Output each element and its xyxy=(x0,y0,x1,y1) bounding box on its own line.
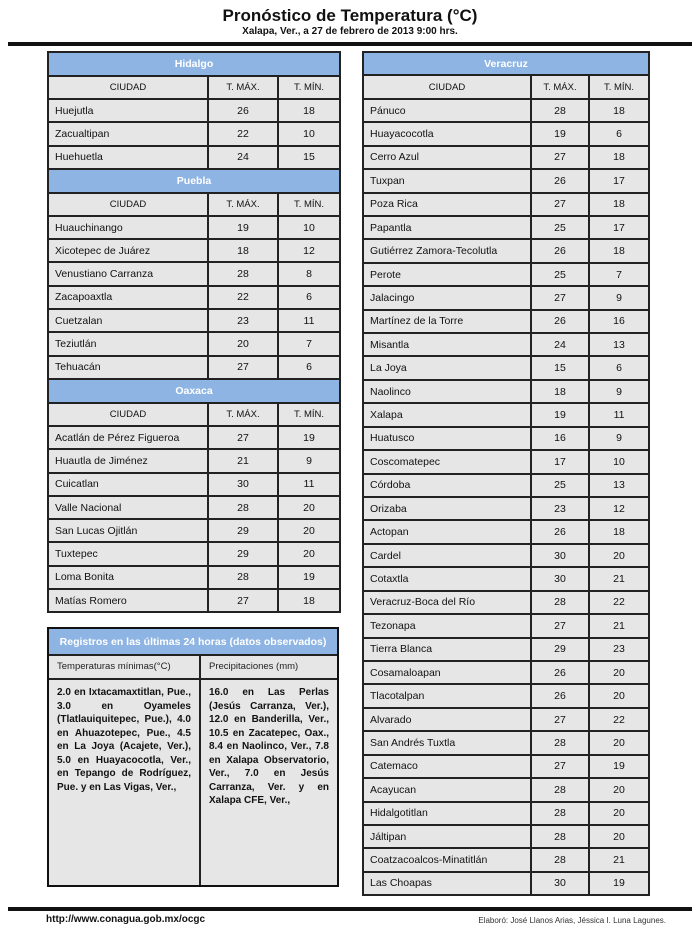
city-cell: Veracruz-Boca del Río xyxy=(363,591,531,614)
min-temp-cell: 18 xyxy=(589,99,649,122)
state-header-row xyxy=(48,169,340,193)
max-temp-cell: 25 xyxy=(531,474,589,497)
max-temp-cell: 29 xyxy=(208,542,278,565)
max-temp-cell: 22 xyxy=(208,122,278,145)
table-row xyxy=(363,567,649,590)
max-temp-cell: 19 xyxy=(208,216,278,239)
max-temp-cell: 20 xyxy=(208,332,278,355)
city-cell: Tlacotalpan xyxy=(363,684,531,707)
table-row xyxy=(363,169,649,192)
observed-data-title: Registros en las últimas 24 horas (datos observados) xyxy=(49,629,337,656)
city-cell: Tuxtepec xyxy=(48,542,208,565)
max-temp-cell: 26 xyxy=(531,310,589,333)
city-cell: La Joya xyxy=(363,356,531,379)
city-cell: Jáltipan xyxy=(363,825,531,848)
table-row xyxy=(48,99,340,122)
table-row xyxy=(363,122,649,145)
min-temp-cell: 17 xyxy=(589,169,649,192)
table-row xyxy=(363,239,649,262)
table-row xyxy=(363,661,649,684)
hidalgo-section xyxy=(48,52,340,169)
max-column-header: T. MÁX. xyxy=(208,193,278,216)
city-cell: Cosamaloapan xyxy=(363,661,531,684)
veracruz-section xyxy=(363,52,649,895)
table-row xyxy=(48,239,340,262)
table-row xyxy=(48,356,340,379)
table-row xyxy=(48,332,340,355)
min-column-header: T. MÍN. xyxy=(278,193,340,216)
min-temp-cell: 10 xyxy=(278,216,340,239)
city-cell: Venustiano Carranza xyxy=(48,262,208,285)
city-column-header: CIUDAD xyxy=(48,193,208,216)
column-header-row xyxy=(48,76,340,99)
observed-data-panel xyxy=(47,627,339,887)
min-column-header: T. MÍN. xyxy=(589,75,649,98)
min-temp-cell: 19 xyxy=(589,872,649,895)
city-column-header: CIUDAD xyxy=(48,76,208,99)
table-row xyxy=(363,778,649,801)
city-cell: Coatzacoalcos-Minatitlán xyxy=(363,848,531,871)
city-cell: Papantla xyxy=(363,216,531,239)
precipitation-label: Precipitaciones (mm) xyxy=(201,656,337,680)
min-temp-cell: 13 xyxy=(589,474,649,497)
min-temp-cell: 19 xyxy=(589,755,649,778)
max-temp-cell: 30 xyxy=(531,567,589,590)
min-temp-cell: 20 xyxy=(589,661,649,684)
table-row xyxy=(363,638,649,661)
max-temp-cell: 27 xyxy=(531,708,589,731)
city-cell: Tuxpan xyxy=(363,169,531,192)
table-row xyxy=(363,848,649,871)
min-temp-cell: 19 xyxy=(278,426,340,449)
max-temp-cell: 26 xyxy=(531,239,589,262)
city-cell: Cerro Azul xyxy=(363,146,531,169)
city-cell: Perote xyxy=(363,263,531,286)
min-temp-cell: 20 xyxy=(278,519,340,542)
max-temp-cell: 25 xyxy=(531,263,589,286)
table-row xyxy=(48,589,340,612)
max-temp-cell: 27 xyxy=(531,146,589,169)
max-temp-cell: 28 xyxy=(531,825,589,848)
city-cell: Las Choapas xyxy=(363,872,531,895)
top-divider xyxy=(8,42,692,46)
table-row xyxy=(363,427,649,450)
min-temp-cell: 9 xyxy=(589,286,649,309)
page-subtitle: Xalapa, Ver., a 27 de febrero de 2013 9:00 hrs. xyxy=(242,26,458,37)
city-cell: Coscomatepec xyxy=(363,450,531,473)
min-temp-cell: 10 xyxy=(278,122,340,145)
max-temp-cell: 18 xyxy=(208,239,278,262)
min-temp-cell: 6 xyxy=(278,286,340,309)
min-temp-cell: 18 xyxy=(589,239,649,262)
city-column-header: CIUDAD xyxy=(363,75,531,98)
min-temp-cell: 11 xyxy=(278,473,340,496)
state-name: Hidalgo xyxy=(48,52,340,76)
column-header-row xyxy=(48,403,340,426)
table-row xyxy=(363,755,649,778)
max-temp-cell: 21 xyxy=(208,449,278,472)
table-row xyxy=(363,684,649,707)
max-temp-cell: 18 xyxy=(531,380,589,403)
max-temp-cell: 19 xyxy=(531,403,589,426)
table-row xyxy=(363,333,649,356)
table-row xyxy=(363,591,649,614)
city-cell: Naolinco xyxy=(363,380,531,403)
max-temp-cell: 16 xyxy=(531,427,589,450)
city-cell: Pánuco xyxy=(363,99,531,122)
city-cell: Cuicatlan xyxy=(48,473,208,496)
table-row xyxy=(48,309,340,332)
table-row xyxy=(48,286,340,309)
city-cell: Loma Bonita xyxy=(48,566,208,589)
min-temp-cell: 6 xyxy=(589,356,649,379)
min-column-header: T. MÍN. xyxy=(278,76,340,99)
max-temp-cell: 26 xyxy=(531,661,589,684)
bottom-divider xyxy=(8,907,692,911)
min-temp-cell: 17 xyxy=(589,216,649,239)
min-temp-cell: 7 xyxy=(278,332,340,355)
max-temp-cell: 17 xyxy=(531,450,589,473)
max-column-header: T. MÁX. xyxy=(208,403,278,426)
min-temp-cell: 10 xyxy=(589,450,649,473)
city-cell: Huehuetla xyxy=(48,146,208,169)
max-temp-cell: 29 xyxy=(531,638,589,661)
table-row xyxy=(48,473,340,496)
precipitation-text: 16.0 en Las Perlas (Jesús Carranza, Ver.), 12.0 en Banderilla, Ver., 10.5 en Zacatepec, Oax., 8.4 en Naolinco, Ver., 7.8 en Xalapa Observatorio, Ver., 7.0 en Jesús Carranza, Ver. y en Xalapa CFE, Ver., xyxy=(209,687,329,806)
city-column-header: CIUDAD xyxy=(48,403,208,426)
city-cell: Hidalgotitlan xyxy=(363,802,531,825)
max-temp-cell: 27 xyxy=(531,614,589,637)
min-temp-cell: 15 xyxy=(278,146,340,169)
max-temp-cell: 23 xyxy=(531,497,589,520)
max-temp-cell: 28 xyxy=(531,802,589,825)
min-temp-cell: 22 xyxy=(589,591,649,614)
table-row xyxy=(363,356,649,379)
city-cell: Huayacocotla xyxy=(363,122,531,145)
max-temp-cell: 28 xyxy=(531,778,589,801)
table-row xyxy=(363,872,649,895)
min-temps-text: 2.0 en Ixtacamaxtitlan, Pue., 3.0 en Oyameles (Tlatlauiquitepec, Pue.), 4.0 en Ahuazotepec, Pue., 4.5 en La Joya (Acajete, Ver.), 5.0 en Huayacocotla, Ver., en Tepango de Rodríguez, Pue. y en Las Vigas, Ver., xyxy=(57,687,191,793)
city-cell: Cuetzalan xyxy=(48,309,208,332)
min-temp-cell: 18 xyxy=(278,589,340,612)
city-cell: Catemaco xyxy=(363,755,531,778)
city-cell: Acatlán de Pérez Figueroa xyxy=(48,426,208,449)
city-cell: Poza Rica xyxy=(363,193,531,216)
max-temp-cell: 24 xyxy=(208,146,278,169)
state-header-row xyxy=(363,52,649,75)
city-cell: Tehuacán xyxy=(48,356,208,379)
min-column-header: T. MÍN. xyxy=(278,403,340,426)
city-cell: Huauchinango xyxy=(48,216,208,239)
precipitation-column xyxy=(201,656,337,885)
city-cell: Jalacingo xyxy=(363,286,531,309)
table-row xyxy=(48,542,340,565)
city-cell: Actopan xyxy=(363,520,531,543)
footer-credit: Elaboró: José Llanos Arias, Jéssica I. Luna Lagunes. xyxy=(478,916,666,925)
city-cell: Matías Romero xyxy=(48,589,208,612)
max-temp-cell: 26 xyxy=(531,169,589,192)
min-temp-cell: 20 xyxy=(278,542,340,565)
city-cell: Tezonapa xyxy=(363,614,531,637)
max-temp-cell: 27 xyxy=(531,755,589,778)
min-temps-column xyxy=(49,656,201,885)
city-cell: Huejutla xyxy=(48,99,208,122)
table-row xyxy=(48,122,340,145)
min-temp-cell: 16 xyxy=(589,310,649,333)
table-row xyxy=(48,519,340,542)
right-forecast-table xyxy=(362,51,650,896)
city-cell: Acayucan xyxy=(363,778,531,801)
city-cell: Xicotepec de Juárez xyxy=(48,239,208,262)
puebla-section xyxy=(48,169,340,379)
min-temp-cell: 9 xyxy=(589,427,649,450)
max-temp-cell: 26 xyxy=(208,99,278,122)
max-temp-cell: 26 xyxy=(531,520,589,543)
max-temp-cell: 27 xyxy=(208,589,278,612)
city-cell: Zacualtipan xyxy=(48,122,208,145)
min-temp-cell: 20 xyxy=(589,802,649,825)
min-temp-cell: 20 xyxy=(589,778,649,801)
max-temp-cell: 30 xyxy=(531,872,589,895)
city-cell: Teziutlán xyxy=(48,332,208,355)
state-header-row xyxy=(48,379,340,403)
max-temp-cell: 28 xyxy=(208,262,278,285)
table-row xyxy=(48,449,340,472)
max-temp-cell: 25 xyxy=(531,216,589,239)
max-temp-cell: 30 xyxy=(531,544,589,567)
state-name: Veracruz xyxy=(363,52,649,75)
max-temp-cell: 27 xyxy=(208,356,278,379)
max-temp-cell: 28 xyxy=(531,848,589,871)
table-row xyxy=(48,496,340,519)
column-header-row xyxy=(48,193,340,216)
min-temp-cell: 6 xyxy=(278,356,340,379)
min-temp-cell: 21 xyxy=(589,567,649,590)
max-temp-cell: 28 xyxy=(208,566,278,589)
min-temp-cell: 18 xyxy=(589,520,649,543)
min-temp-cell: 20 xyxy=(589,825,649,848)
max-temp-cell: 28 xyxy=(531,99,589,122)
min-temp-cell: 13 xyxy=(589,333,649,356)
max-temp-cell: 30 xyxy=(208,473,278,496)
min-temp-cell: 6 xyxy=(589,122,649,145)
table-row xyxy=(48,262,340,285)
city-cell: Cardel xyxy=(363,544,531,567)
table-row xyxy=(363,403,649,426)
table-row xyxy=(48,566,340,589)
table-row xyxy=(363,802,649,825)
min-temp-cell: 19 xyxy=(278,566,340,589)
table-row xyxy=(363,380,649,403)
table-row xyxy=(363,286,649,309)
max-temp-cell: 23 xyxy=(208,309,278,332)
city-cell: Orizaba xyxy=(363,497,531,520)
max-temp-cell: 26 xyxy=(531,684,589,707)
table-row xyxy=(363,520,649,543)
max-temp-cell: 28 xyxy=(531,591,589,614)
max-temp-cell: 24 xyxy=(531,333,589,356)
max-column-header: T. MÁX. xyxy=(208,76,278,99)
min-temp-cell: 22 xyxy=(589,708,649,731)
max-temp-cell: 29 xyxy=(208,519,278,542)
max-temp-cell: 28 xyxy=(531,731,589,754)
page-title: Pronóstico de Temperatura (°C) xyxy=(222,6,478,25)
table-row xyxy=(363,146,649,169)
max-temp-cell: 27 xyxy=(208,426,278,449)
table-row xyxy=(363,474,649,497)
min-temp-cell: 8 xyxy=(278,262,340,285)
min-temp-cell: 7 xyxy=(589,263,649,286)
min-temp-cell: 18 xyxy=(589,193,649,216)
max-column-header: T. MÁX. xyxy=(531,75,589,98)
min-temp-cell: 20 xyxy=(589,544,649,567)
city-cell: Xalapa xyxy=(363,403,531,426)
city-cell: Alvarado xyxy=(363,708,531,731)
table-row xyxy=(363,544,649,567)
min-temp-cell: 20 xyxy=(589,731,649,754)
city-cell: Córdoba xyxy=(363,474,531,497)
city-cell: Martínez de la Torre xyxy=(363,310,531,333)
table-row xyxy=(48,216,340,239)
oaxaca-section xyxy=(48,379,340,612)
max-temp-cell: 28 xyxy=(208,496,278,519)
max-temp-cell: 27 xyxy=(531,286,589,309)
min-temp-cell: 9 xyxy=(589,380,649,403)
state-header-row xyxy=(48,52,340,76)
state-name: Puebla xyxy=(48,169,340,193)
table-row xyxy=(363,708,649,731)
table-row xyxy=(363,193,649,216)
city-cell: Tierra Blanca xyxy=(363,638,531,661)
city-cell: Valle Nacional xyxy=(48,496,208,519)
max-temp-cell: 19 xyxy=(531,122,589,145)
table-row xyxy=(48,146,340,169)
city-cell: Huatusco xyxy=(363,427,531,450)
column-header-row xyxy=(363,75,649,98)
city-cell: Misantla xyxy=(363,333,531,356)
max-temp-cell: 22 xyxy=(208,286,278,309)
min-temp-cell: 21 xyxy=(589,614,649,637)
table-row xyxy=(363,216,649,239)
table-row xyxy=(363,614,649,637)
max-temp-cell: 27 xyxy=(531,193,589,216)
min-temp-cell: 20 xyxy=(278,496,340,519)
min-temp-cell: 12 xyxy=(589,497,649,520)
footer-url-link[interactable]: http://www.conagua.gob.mx/ocgc xyxy=(46,914,206,925)
min-temp-cell: 12 xyxy=(278,239,340,262)
min-temp-cell: 21 xyxy=(589,848,649,871)
min-temp-cell: 20 xyxy=(589,684,649,707)
table-row xyxy=(48,426,340,449)
max-temp-cell: 15 xyxy=(531,356,589,379)
table-row xyxy=(363,731,649,754)
min-temp-cell: 18 xyxy=(589,146,649,169)
city-cell: San Lucas Ojitlán xyxy=(48,519,208,542)
table-row xyxy=(363,497,649,520)
left-forecast-table xyxy=(47,51,341,613)
city-cell: Cotaxtla xyxy=(363,567,531,590)
min-temp-cell: 11 xyxy=(278,309,340,332)
city-cell: Gutiérrez Zamora-Tecolutla xyxy=(363,239,531,262)
table-row xyxy=(363,450,649,473)
table-row xyxy=(363,99,649,122)
min-temp-cell: 11 xyxy=(589,403,649,426)
min-temp-cell: 18 xyxy=(278,99,340,122)
min-temp-cell: 9 xyxy=(278,449,340,472)
city-cell: Huautla de Jiménez xyxy=(48,449,208,472)
min-temps-label: Temperaturas mínimas(°C) xyxy=(49,656,199,680)
city-cell: San Andrés Tuxtla xyxy=(363,731,531,754)
min-temp-cell: 23 xyxy=(589,638,649,661)
state-name: Oaxaca xyxy=(48,379,340,403)
table-row xyxy=(363,825,649,848)
city-cell: Zacapoaxtla xyxy=(48,286,208,309)
table-row xyxy=(363,310,649,333)
table-row xyxy=(363,263,649,286)
